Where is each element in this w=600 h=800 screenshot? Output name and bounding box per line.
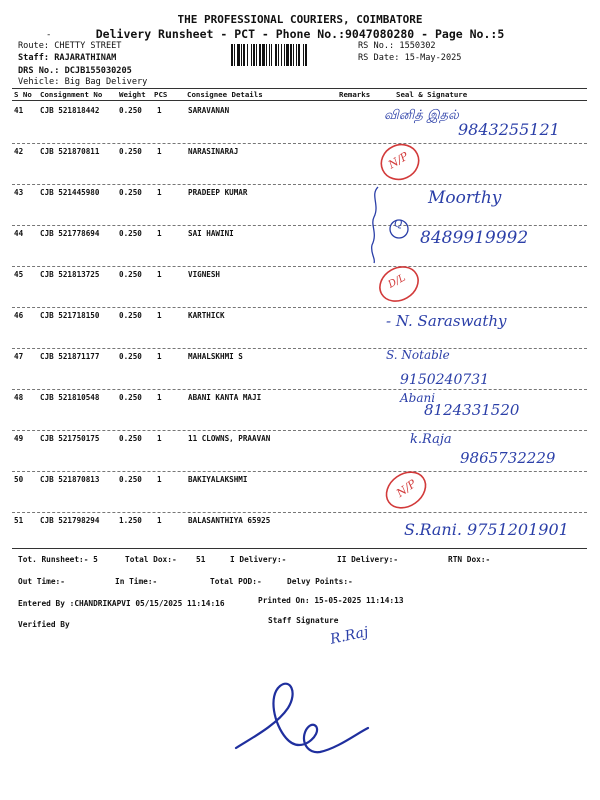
- row-pcs: 1: [157, 434, 162, 443]
- row-sno: 44: [14, 229, 24, 238]
- row-consignee: PRADEEP KUMAR: [188, 188, 248, 197]
- row-consignment: CJB 521870813: [40, 475, 100, 484]
- row-weight: 0.250: [119, 229, 142, 238]
- barcode-bar: [286, 44, 289, 66]
- row-weight: 1.250: [119, 516, 142, 525]
- table-row: [12, 348, 587, 389]
- row-consignment: CJB 521871177: [40, 352, 100, 361]
- phone-row47: 9150240731: [400, 372, 490, 388]
- in-time-label: In Time:-: [115, 577, 158, 586]
- row-pcs: 1: [157, 147, 162, 156]
- staff-signature-label: Staff Signature: [268, 616, 339, 625]
- signature-row43: Moorthy: [428, 188, 502, 208]
- row-consignment: CJB 521813725: [40, 270, 100, 279]
- dl-stamp-text-row45: D/L: [386, 272, 408, 291]
- row-consignment: CJB 521810548: [40, 393, 100, 402]
- tot-runsheet: Tot. Runsheet:- 5: [18, 555, 98, 564]
- table-rule-bottom: [12, 548, 587, 549]
- row-divider: [12, 430, 587, 431]
- barcode-bar: [234, 44, 235, 66]
- staff-signature-scribble: [228, 672, 378, 782]
- rs-date: RS Date: 15-May-2025: [358, 53, 462, 63]
- signature-row48: Abani: [400, 391, 436, 405]
- printed-on: Printed On: 15-05-2025 11:14:13: [258, 596, 404, 605]
- barcode-bar: [241, 44, 242, 66]
- row-sno: 43: [14, 188, 24, 197]
- row-weight: 0.250: [119, 311, 142, 320]
- row-divider: [12, 512, 587, 513]
- row-consignee: VIGNESH: [188, 270, 221, 279]
- row-pcs: 1: [157, 516, 162, 525]
- signature-row49: k.Raja: [410, 432, 452, 447]
- row-weight: 0.250: [119, 147, 142, 156]
- row-sno: 48: [14, 393, 24, 402]
- drs-label: DRS No.: DCJB155030205: [18, 66, 132, 76]
- barcode-bar: [293, 44, 294, 66]
- header-rule-top: [12, 88, 587, 89]
- row-divider: [12, 184, 587, 185]
- row-sno: 47: [14, 352, 24, 361]
- verified-by-label: Verified By: [18, 620, 70, 629]
- row-consignment: CJB 521818442: [40, 106, 100, 115]
- row-pcs: 1: [157, 188, 162, 197]
- total-pod-label: Total POD:-: [210, 577, 262, 586]
- signature-row47: S. Notable: [386, 348, 450, 362]
- phone-row48: 8124331520: [424, 401, 520, 419]
- row-weight: 0.250: [119, 434, 142, 443]
- row-pcs: 1: [157, 106, 162, 115]
- row-pcs: 1: [157, 229, 162, 238]
- col-pcs: PCS: [154, 90, 168, 99]
- row-consignment: CJB 521798294: [40, 516, 100, 525]
- barcode-bar: [259, 44, 261, 66]
- row-pcs: 1: [157, 270, 162, 279]
- phone-row41: 9843255121: [458, 120, 560, 139]
- phone-row49: 9865732229: [460, 449, 556, 467]
- row-divider: [12, 389, 587, 390]
- col-consignee: Consignee Details: [187, 90, 263, 99]
- table-row: [12, 143, 587, 184]
- phone-row44: 8489919992: [420, 228, 529, 248]
- barcode: [231, 44, 351, 66]
- table-row: [12, 266, 587, 307]
- barcode-bar: [305, 44, 307, 66]
- barcode-bar: [247, 44, 248, 66]
- row-consignee: BAKIYALAKSHMI: [188, 475, 248, 484]
- row-sno: 46: [14, 311, 24, 320]
- table-row: [12, 471, 587, 512]
- barcode-bar: [281, 44, 282, 66]
- row-consignment: CJB 521750175: [40, 434, 100, 443]
- row-divider: [12, 471, 587, 472]
- col-weight: Weight: [119, 90, 146, 99]
- rs-number: RS No.: 1550302: [358, 41, 436, 51]
- barcode-bar: [262, 44, 265, 66]
- rtn-dox-label: RTN Dox:-: [448, 555, 491, 564]
- i-delivery-label: I Delivery:-: [230, 555, 287, 564]
- circle-mark-text: Q: [394, 219, 403, 230]
- barcode-bar: [290, 44, 292, 66]
- row-weight: 0.250: [119, 270, 142, 279]
- row-divider: [12, 143, 587, 144]
- row-consignee: MAHALSKHMI S: [188, 352, 243, 361]
- barcode-bar: [243, 44, 245, 66]
- row-weight: 0.250: [119, 352, 142, 361]
- barcode-bar: [271, 44, 272, 66]
- total-dox-label: Total Dox:-: [125, 555, 177, 564]
- row-weight: 0.250: [119, 188, 142, 197]
- barcode-bar: [303, 44, 304, 66]
- signature-row51: S.Rani. 9751201901: [404, 520, 569, 539]
- vehicle-label: Vehicle: Big Bag Delivery: [18, 77, 148, 87]
- row-pcs: 1: [157, 352, 162, 361]
- barcode-bar: [266, 44, 267, 66]
- barcode-bar: [278, 44, 279, 66]
- row-sno: 49: [14, 434, 24, 443]
- barcode-bar: [231, 44, 233, 66]
- col-consignment: Consignment No: [40, 90, 103, 99]
- row-divider: [12, 225, 587, 226]
- barcode-bar: [296, 44, 297, 66]
- row-divider: [12, 307, 587, 308]
- row-weight: 0.250: [119, 393, 142, 402]
- row-divider: [12, 266, 587, 267]
- row-consignment: CJB 521778694: [40, 229, 100, 238]
- row-sno: 45: [14, 270, 24, 279]
- row-consignee: SAI HAWINI: [188, 229, 234, 238]
- row-consignee: BALASANTHIYA 65925: [188, 516, 271, 525]
- row-pcs: 1: [157, 393, 162, 402]
- barcode-bar: [275, 44, 277, 66]
- row-sno: 51: [14, 516, 24, 525]
- row-consignment: CJB 521718150: [40, 311, 100, 320]
- brace-mark-icon: [366, 185, 386, 265]
- staff-label: Staff: RAJARATHINAM: [18, 53, 117, 63]
- row-consignee: ABANI KANTA MAJI: [188, 393, 262, 402]
- route-label: Route: CHETTY STREET: [18, 41, 122, 51]
- row-consignee: SARAVANAN: [188, 106, 230, 115]
- verified-signature: R.Raj: [328, 624, 370, 648]
- row-sno: 41: [14, 106, 24, 115]
- barcode-bar: [298, 44, 300, 66]
- row-weight: 0.250: [119, 106, 142, 115]
- runsheet-title: Delivery Runsheet - PCT - Phone No.:9047080280 - Page No.:5: [95, 27, 505, 41]
- np-stamp-text-row42: N/P: [386, 149, 411, 172]
- col-seal: Seal & Signature: [396, 90, 468, 99]
- barcode-bar: [251, 44, 252, 66]
- delvy-points-label: Delvy Points:-: [287, 577, 353, 586]
- signature-row46: - N. Saraswathy: [386, 312, 507, 330]
- row-consignee: 11 CLOWNS, PRAAVAN: [188, 434, 271, 443]
- barcode-bar: [253, 44, 255, 66]
- barcode-bar: [269, 44, 270, 66]
- ii-delivery-label: II Delivery:-: [337, 555, 399, 564]
- col-remarks: Remarks: [339, 90, 371, 99]
- dash-mark: -: [46, 30, 52, 40]
- entered-by: Entered By :CHANDRIKAPVI 05/15/2025 11:14:16: [18, 599, 225, 608]
- row-weight: 0.250: [119, 475, 142, 484]
- np-stamp-text-row50: N/P: [394, 477, 419, 500]
- row-sno: 50: [14, 475, 24, 484]
- row-sno: 42: [14, 147, 24, 156]
- total-dox-value: 51: [196, 555, 206, 564]
- col-sno: S No: [14, 90, 32, 99]
- row-consignment: CJB 521870811: [40, 147, 100, 156]
- row-divider: [12, 348, 587, 349]
- signature-row41: வினித் இதல்: [384, 108, 459, 123]
- row-pcs: 1: [157, 475, 162, 484]
- row-consignee: KARTHICK: [188, 311, 225, 320]
- barcode-bar: [256, 44, 257, 66]
- row-consignment: CJB 521445980: [40, 188, 100, 197]
- out-time-label: Out Time:-: [18, 577, 65, 586]
- company-title: THE PROFESSIONAL COURIERS, COIMBATORE: [177, 13, 423, 26]
- row-pcs: 1: [157, 311, 162, 320]
- header-rule-bottom: [12, 100, 587, 101]
- barcode-bar: [284, 44, 285, 66]
- row-consignee: NARASINARAJ: [188, 147, 239, 156]
- barcode-bar: [237, 44, 240, 66]
